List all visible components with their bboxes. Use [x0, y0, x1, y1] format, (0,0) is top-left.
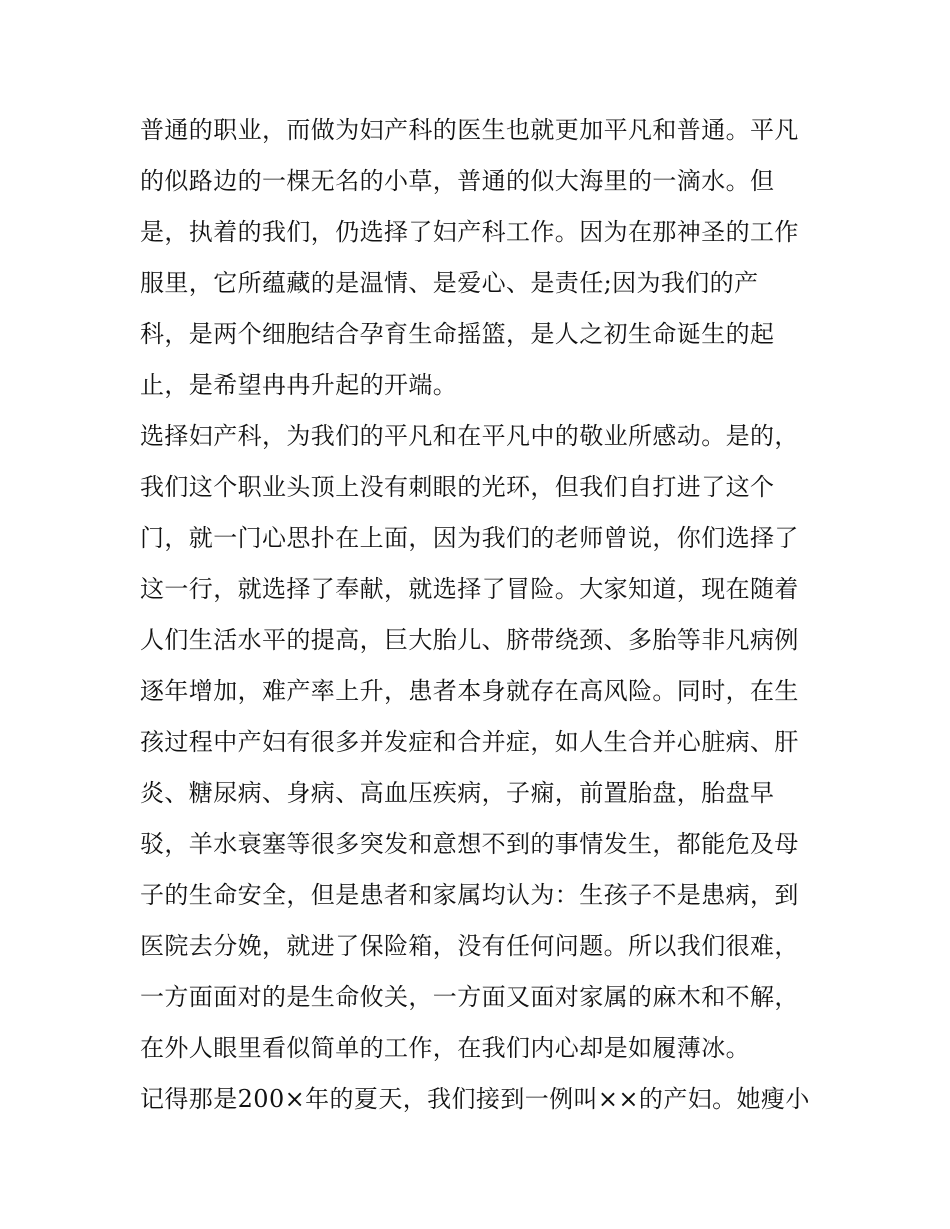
text-line: 的似路边的一棵无名的小草，普通的似大海里的一滴水。但: [140, 167, 775, 195]
text-line: 子的生命安全，但是患者和家属均认为：生孩子不是患病，到: [140, 881, 799, 909]
text-line: 我们这个职业头顶上没有刺眼的光环，但我们自打进了这个: [140, 473, 775, 501]
text-line: 在外人眼里看似简单的工作，在我们内心却是如履薄冰。: [140, 1034, 750, 1062]
text-line: 逐年增加，难产率上升，患者本身就存在高风险。同时，在生: [140, 677, 799, 705]
text-line: 炎、糖尿病、身病、高血压疾病，子痫，前置胎盘，胎盘早: [140, 779, 775, 807]
text-line: 一方面面对的是生命攸关，一方面又面对家属的麻木和不解，: [140, 983, 799, 1011]
text-line: 这一行，就选择了奉献，就选择了冒险。大家知道，现在随着: [140, 575, 799, 603]
text-line: 止，是希望冉冉升起的开端。: [140, 371, 458, 399]
text-line: 服里，它所蕴藏的是温情、是爱心、是责任;因为我们的产: [140, 269, 759, 297]
text-line: 记得那是200×年的夏天，我们接到一例叫××的产妇。她瘦小: [140, 1085, 810, 1113]
text-line: 驳，羊水衰塞等很多突发和意想不到的事情发生，都能危及母: [140, 830, 799, 858]
text-line: 科，是两个细胞结合孕育生命摇篮，是人之初生命诞生的起: [140, 320, 775, 348]
text-line: 选择妇产科，为我们的平凡和在平凡中的敬业所感动。是的，: [140, 422, 799, 450]
text-line: 人们生活水平的提高，巨大胎儿、脐带绕颈、多胎等非凡病例: [140, 626, 799, 654]
text-line: 医院去分娩，就进了保险箱，没有任何问题。所以我们很难，: [140, 932, 799, 960]
text-line: 普通的职业，而做为妇产科的医生也就更加平凡和普通。平凡: [140, 116, 799, 144]
text-line: 门，就一门心思扑在上面，因为我们的老师曾说，你们选择了: [140, 524, 799, 552]
text-line: 是，执着的我们，仍选择了妇产科工作。因为在那神圣的工作: [140, 218, 799, 246]
text-line: 孩过程中产妇有很多并发症和合并症，如人生合并心脏病、肝: [140, 728, 799, 756]
